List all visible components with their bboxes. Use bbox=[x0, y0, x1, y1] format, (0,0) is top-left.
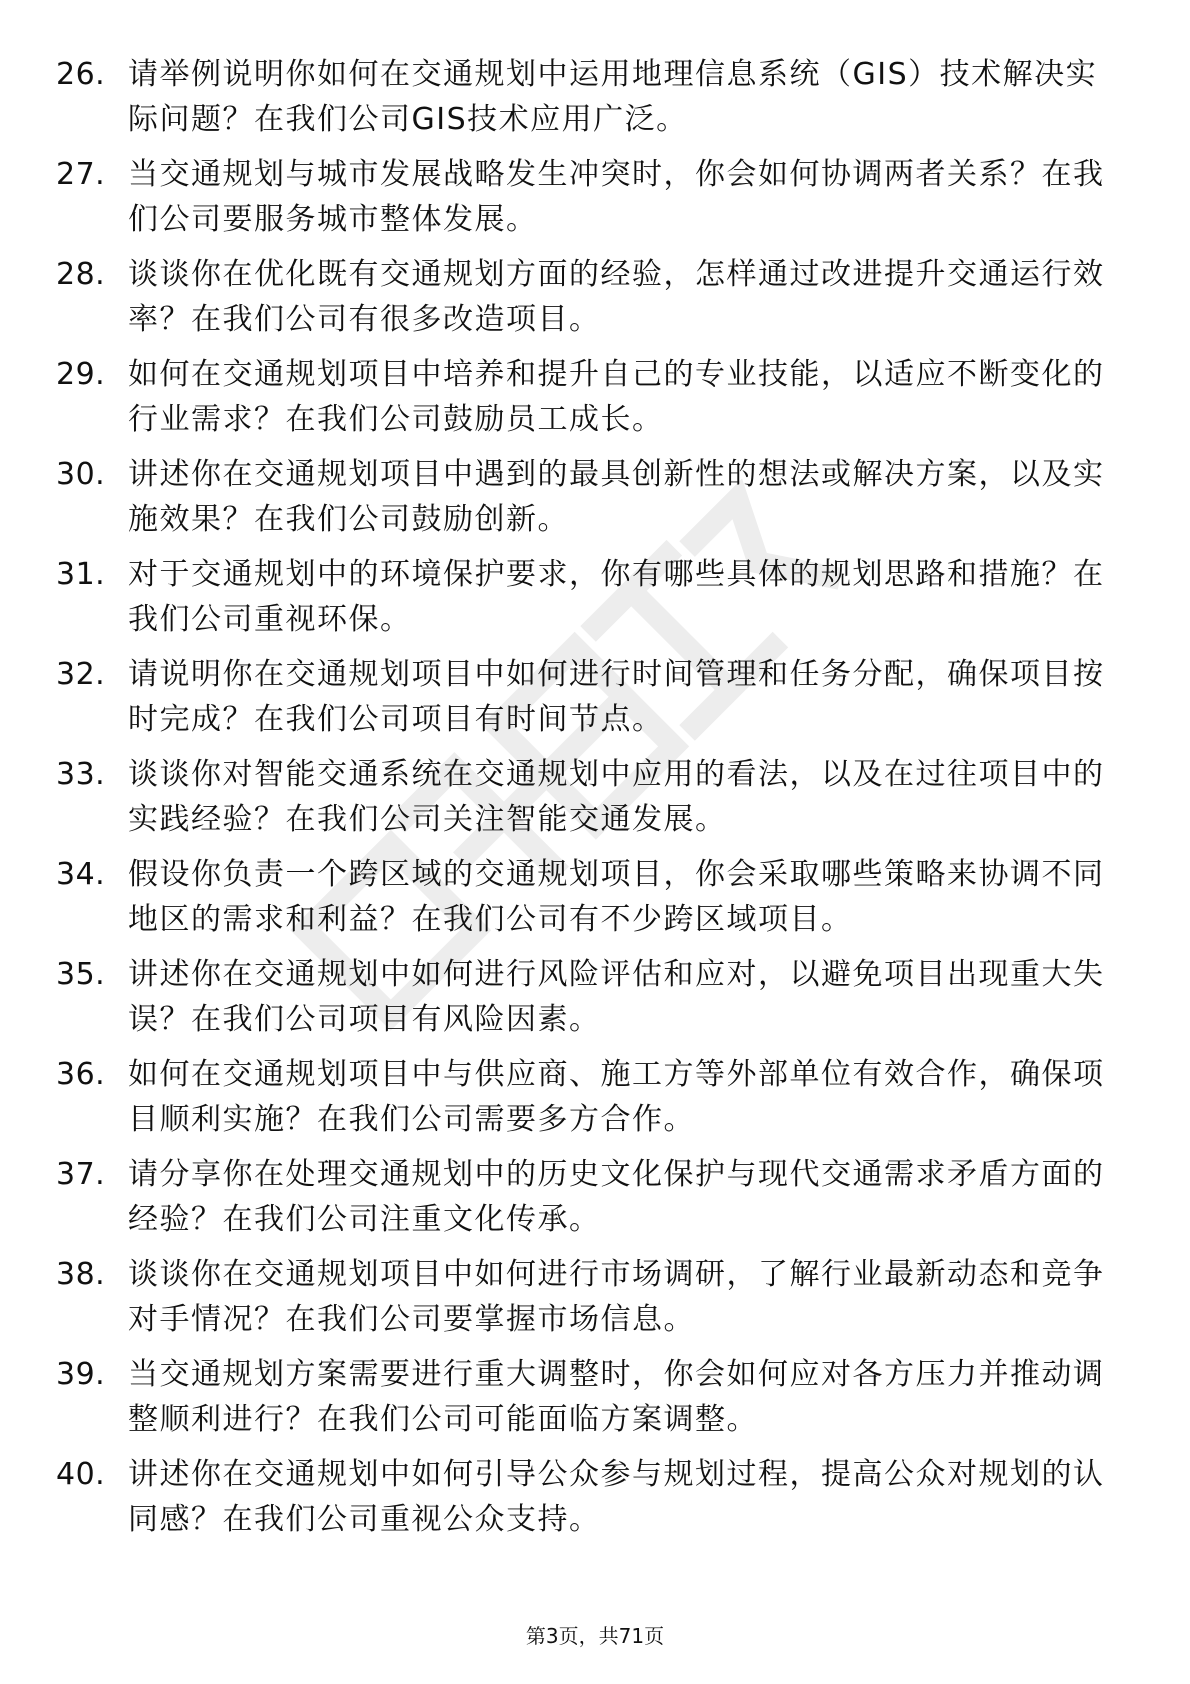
question-number: 35. bbox=[56, 957, 106, 992]
question-text: 谈谈你对智能交通系统在交通规划中应用的看法，以及在过往项目中的实践经验？在我们公司关注智能交通发展。 bbox=[128, 757, 1105, 837]
question-number: 28. bbox=[56, 257, 106, 292]
question-item bbox=[56, 652, 1116, 752]
question-item bbox=[56, 1052, 1116, 1152]
question-text: 当交通规划与城市发展战略发生冲突时，你会如何协调两者关系？在我们公司要服务城市整体发展。 bbox=[128, 157, 1105, 237]
question-number: 36. bbox=[56, 1057, 106, 1092]
question-item bbox=[56, 1352, 1116, 1452]
question-number: 39. bbox=[56, 1357, 106, 1392]
question-item bbox=[56, 1152, 1116, 1252]
question-item bbox=[56, 852, 1116, 952]
question-text: 请说明你在交通规划项目中如何进行时间管理和任务分配，确保项目按时完成？在我们公司项目有时间节点。 bbox=[128, 657, 1105, 737]
question-item bbox=[56, 252, 1116, 352]
question-number: 40. bbox=[56, 1457, 106, 1492]
question-text: 讲述你在交通规划中如何进行风险评估和应对，以避免项目出现重大失误？在我们公司项目有风险因素。 bbox=[128, 957, 1105, 1037]
question-number: 38. bbox=[56, 1257, 106, 1292]
question-item bbox=[56, 552, 1116, 652]
question-item bbox=[56, 1252, 1116, 1352]
question-text: 请举例说明你如何在交通规划中运用地理信息系统（GIS）技术解决实际问题？在我们公司GIS技术应用广泛。 bbox=[128, 57, 1098, 137]
question-text: 谈谈你在优化既有交通规划方面的经验，怎样通过改进提升交通运行效率？在我们公司有很多改造项目。 bbox=[128, 257, 1105, 337]
question-number: 27. bbox=[56, 157, 106, 192]
question-number: 26. bbox=[56, 57, 106, 92]
question-text: 对于交通规划中的环境保护要求，你有哪些具体的规划思路和措施？在我们公司重视环保。 bbox=[128, 557, 1105, 637]
question-item bbox=[56, 1452, 1116, 1552]
question-text: 请分享你在处理交通规划中的历史文化保护与现代交通需求矛盾方面的经验？在我们公司注重文化传承。 bbox=[128, 1157, 1105, 1237]
question-item bbox=[56, 752, 1116, 852]
question-text: 谈谈你在交通规划项目中如何进行市场调研，了解行业最新动态和竞争对手情况？在我们公司要掌握市场信息。 bbox=[128, 1257, 1105, 1337]
question-number: 34. bbox=[56, 857, 106, 892]
question-item bbox=[56, 52, 1116, 152]
question-number: 31. bbox=[56, 557, 106, 592]
question-text: 假设你负责一个跨区域的交通规划项目，你会采取哪些策略来协调不同地区的需求和利益？在我们公司有不少跨区域项目。 bbox=[128, 857, 1105, 937]
question-text: 如何在交通规划项目中与供应商、施工方等外部单位有效合作，确保项目顺利实施？在我们公司需要多方合作。 bbox=[128, 1057, 1105, 1137]
question-item bbox=[56, 152, 1116, 252]
question-item bbox=[56, 452, 1116, 552]
page-footer: 第3页，共71页 bbox=[525, 1624, 665, 1648]
question-number: 33. bbox=[56, 757, 106, 792]
question-list bbox=[56, 52, 1116, 1552]
question-text: 讲述你在交通规划中如何引导公众参与规划过程，提高公众对规划的认同感？在我们公司重视公众支持。 bbox=[128, 1457, 1105, 1537]
question-item bbox=[56, 952, 1116, 1052]
question-text: 当交通规划方案需要进行重大调整时，你会如何应对各方压力并推动调整顺利进行？在我们公司可能面临方案调整。 bbox=[128, 1357, 1105, 1437]
question-number: 37. bbox=[56, 1157, 106, 1192]
question-number: 29. bbox=[56, 357, 106, 392]
question-item bbox=[56, 352, 1116, 452]
question-text: 如何在交通规划项目中培养和提升自己的专业技能，以适应不断变化的行业需求？在我们公司鼓励员工成长。 bbox=[128, 357, 1105, 437]
question-text: 讲述你在交通规划项目中遇到的最具创新性的想法或解决方案，以及实施效果？在我们公司鼓励创新。 bbox=[128, 457, 1105, 537]
question-number: 32. bbox=[56, 657, 106, 692]
question-number: 30. bbox=[56, 457, 106, 492]
